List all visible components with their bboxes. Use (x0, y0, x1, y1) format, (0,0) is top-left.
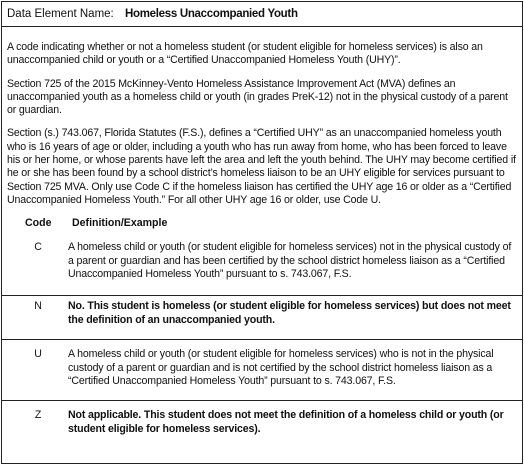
data-element-name-label: Data Element Name: (7, 8, 114, 20)
code-cell: N (34, 300, 42, 313)
statute-paragraph: Section (s.) 743.067, Florida Statutes (F.S.), defines a “Certified UHY” as an unaccompanied homeless youth who is 16 years of age or older, including a youth who has run away from home, who has been forced to leave his or her home, or whose parents have left the area and left the youth behind. The UHY may become certified if he or she has been found by a school district’s homeless liaison to be an UHY eligible for services pursuant to Section 725 MVA. Only use Code C if the homeless liaison has certified the UHY age 16 or older as a “Certified Unaccompanied Homeless Youth.” For all other UHY age 16 or older, use Code U. (7, 127, 516, 206)
codes-table-header (2, 217, 522, 239)
code-cell: Z (34, 409, 42, 422)
data-element-header (2, 2, 522, 27)
definition-paragraph: Section 725 of the 2015 McKinney-Vento Homeless Assistance Improvement Act (MVA) defines an unaccompanied youth as a homeless child or youth (in grades PreK-12) not in the physical custody of a parent or guardian. (7, 77, 508, 117)
definition-cell: No. This student is homeless (or student eligible for homeless services) but does not meet the definition of an unaccompanied youth. (68, 300, 511, 326)
table-row (2, 295, 522, 339)
definition-cell: A homeless child or youth (or student eligible for homeless services) not in the physical custody of a parent or guardian and has been certified by the school district homeless liaison as a “Certified Unaccompanied Homeless Youth” pursuant to s. 743.067, F.S. (68, 241, 512, 280)
data-element-name-value: Homeless Unaccompanied Youth (125, 8, 298, 20)
table-row (2, 239, 522, 295)
definition-cell: A homeless child or youth (or student eligible for homeless services) who is not in the physical custody of a parent or guardian and is not certified by the school district homeless liaison as a “Certified Unaccompanied Homeless Youth” pursuant to s. 743.067, F.S. (68, 348, 494, 387)
table-row (2, 400, 522, 436)
code-column-header: Code (25, 217, 52, 230)
code-cell: U (34, 348, 42, 361)
table-row (2, 339, 522, 400)
description-paragraph: A code indicating whether or not a homeless student (or student eligible for homeless services) is also an unaccompanied child or youth or a “Certified Unaccompanied Homeless Youth (UHY)”. (7, 41, 483, 67)
code-cell: C (34, 241, 42, 254)
definition-column-header: Definition/Example (72, 217, 168, 230)
document-page (1, 1, 523, 464)
definition-cell: Not applicable. This student does not meet the definition of a homeless child or youth (or student eligible for homeless services). (68, 409, 504, 435)
